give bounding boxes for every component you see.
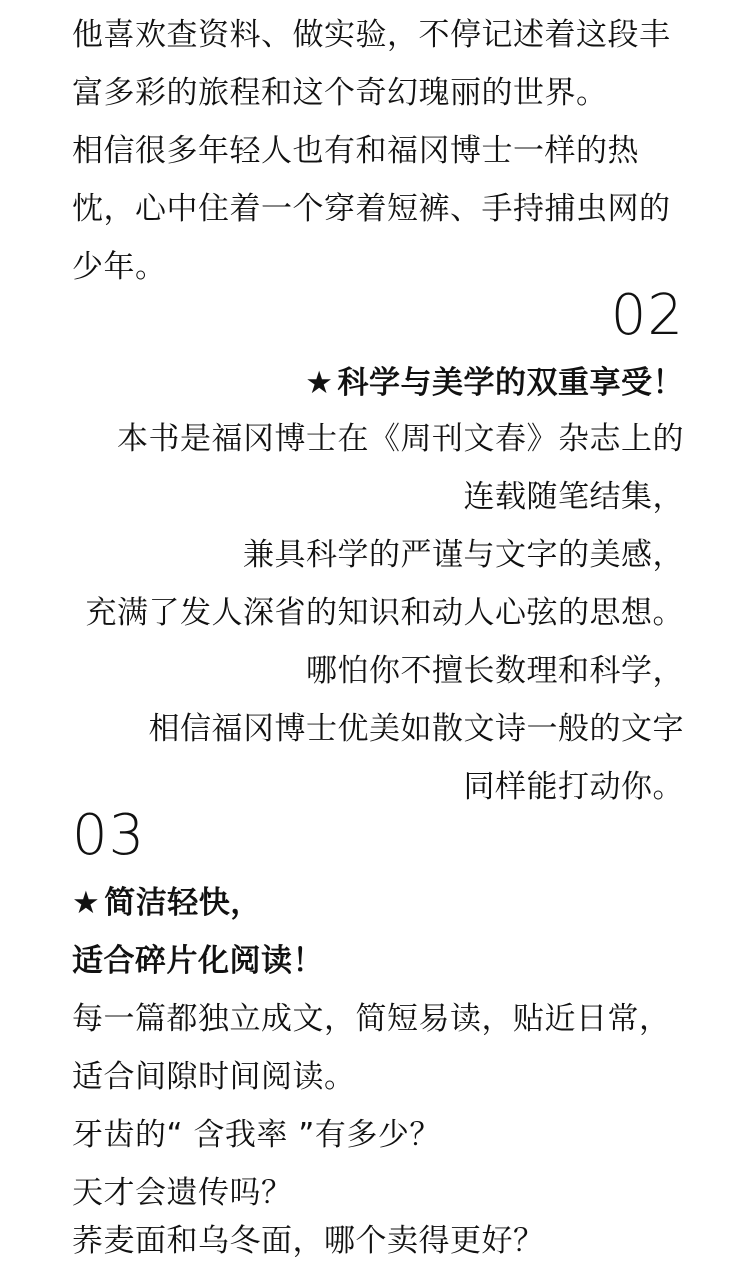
section2-heading — [305, 354, 684, 412]
section3-line-2: 适合间隙时间阅读。 — [72, 1059, 356, 1095]
section1-line-1: 他喜欢查资料、做实验，不停记述着这段丰 — [72, 17, 671, 53]
section3-heading-2: 适合碎片化阅读！ — [72, 943, 324, 979]
section2-line-1: 本书是福冈博士在《周刊文春》杂志上的 — [117, 421, 684, 457]
section3-heading-text-1: 简洁轻快， — [104, 885, 262, 921]
section2-line-6: 相信福冈博士优美如散文诗一般的文字 — [148, 711, 684, 747]
section2-line-3: 兼具科学的严谨与文字的美感， — [243, 537, 684, 573]
section3-heading-1 — [72, 874, 262, 932]
section2-heading-text: 科学与美学的双重享受！ — [337, 365, 684, 401]
section3-line-4: 天才会遗传吗？ — [72, 1175, 293, 1211]
section2-line-5: 哪怕你不擅长数理和科学， — [306, 653, 684, 689]
section1-line-3: 相信很多年轻人也有和福冈博士一样的热 — [72, 133, 639, 169]
section1-line-5: 少年。 — [72, 249, 167, 285]
section3-line-1: 每一篇都独立成文，简短易读，贴近日常， — [72, 1001, 671, 1037]
section3-line-3: 牙齿的“ 含我率 ”有多少？ — [72, 1117, 441, 1153]
section2-number: 02 — [610, 283, 684, 348]
section1-line-2: 富多彩的旅程和这个奇幻瑰丽的世界。 — [72, 75, 608, 111]
section2-line-7: 同样能打动你。 — [463, 769, 684, 805]
section1-line-4: 忱，心中住着一个穿着短裤、手持捕虫网的 — [72, 191, 671, 227]
section2-line-2: 连载随笔结集， — [463, 479, 684, 515]
section3-line-5: 荞麦面和乌冬面，哪个卖得更好？ — [72, 1223, 545, 1259]
section2-line-4: 充满了发人深省的知识和动人心弦的思想。 — [85, 595, 684, 631]
star-icon: ★ — [305, 365, 334, 401]
star-icon: ★ — [72, 885, 101, 921]
section3-number: 03 — [72, 803, 146, 868]
